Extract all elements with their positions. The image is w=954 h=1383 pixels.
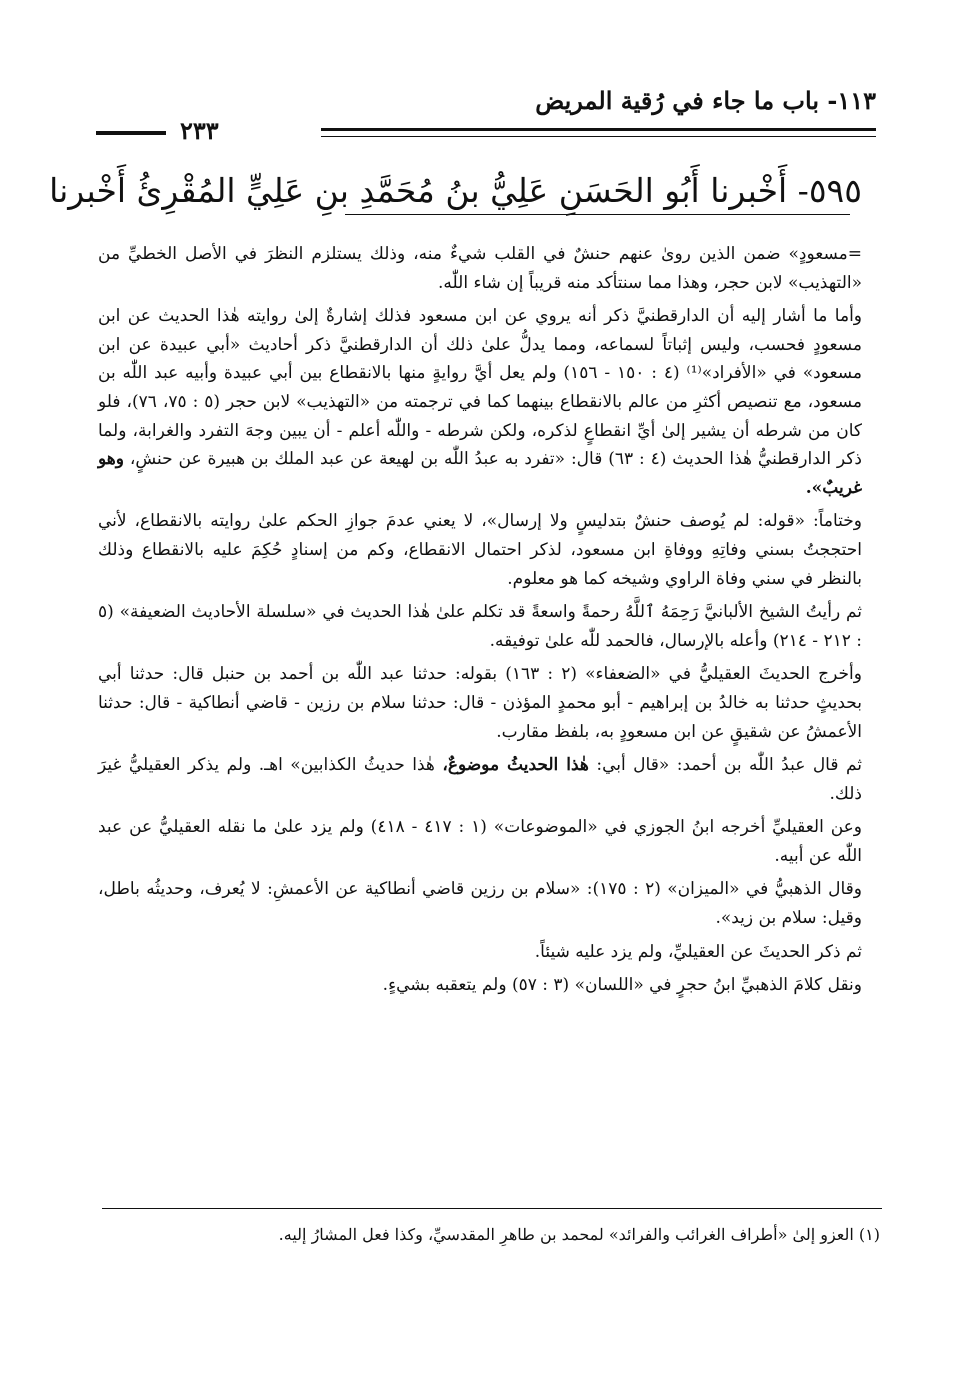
header-rule-thin [321, 136, 876, 137]
paragraph: ثم رأيتُ الشيخ الألبانيَّ رَحِمَهُ ٱللَّهُ رحمةً واسعةً قد تكلم علىٰ هٰذا الحديث في «سلسلة الأحاديث الضعيفة» (٥ : ٢١٢ - ٢١٤) وأعله بالإرسال، فالحمد للّٰه علىٰ توفيقه. [98, 602, 862, 651]
hadith-heading-underline [345, 214, 850, 215]
header-rule-left [96, 131, 166, 135]
paragraph: ونقل كلامَ الذهبيِّ ابنُ حجرٍ في «اللسان» (٣ : ٥٧) ولم يتعقبه بشيءٍ. [382, 975, 862, 996]
paragraph: ثم قال عبدُ اللّٰه بن أحمد: «قال أبي: هٰذا الحديثُ موضوعٌ، هٰذا حديثُ الكذابين» اهـ. ولم يذكر العقيليُّ غيرَ ذلك. [98, 755, 862, 804]
paragraph: وقال الذهبيُّ في «الميزان» (٢ : ١٧٥): «سلام بن رزين قاضي أنطاكية عن الأعمشِ: لا يُعرف، وحديثُه باطل، وقيل: سلام بن زيد». [98, 879, 862, 929]
bold-phrase: وهو غريبٌ». [98, 449, 862, 498]
paragraph: وأما ما أشار إليه أن الدارقطنيَّ ذكر أنه يروي عن ابن مسعود فذلك إشارةٌ إلىٰ روايته هٰذا الحديث عن ابن مسعودٍ فحسب، وليس إثباتاً لسماعه، ومما يدلُّ علىٰ ذلك أن الدارقطنيَّ ذكر أحاديث «أبي عبيدة عن ابن مسعود» في «الأفراد»⁽¹⁾ (٤ : ١٥٠ - ١٥٦) ولم يعل أيَّ روايةٍ منها بالانقطاع بين أبي عبيدة وأبيه عبد اللّٰه بن مسعود، مع تنصيص أكثرِ من عالم بالانقطاع بينهما كما في ترجمته من «التهذيب» لابن حجر (٥ : ٧٥، ٧٦)، فلو كان من شرطه أن يشير إلىٰ أيِّ انقطاعٍ لذكره، ولكن شرطه - واللّٰه أعلم - أن يبين وجهَ التفرد والغرابة، ولما ذكر الدارقطنيُّ هٰذا الحديث (٤ : ٦٣) قال: «تفرد به عبدُ اللّٰه بن لهيعة عن عبد الملك بن هبيرة عن حنشٍ، وهو غريبٌ». [98, 306, 862, 498]
footnote: (١) العزو إلىٰ «أطراف الغرائب والفرائد» لمحمد بن طاهرِ المقدسيِّ، وكذا فعل المشارُ إليه. [278, 1225, 880, 1244]
paragraph: وأخرج الحديثَ العقيليُّ في «الضعفاء» (٢ : ١٦٣) بقوله: حدثنا عبد اللّٰه بن أحمد بن حنبل قال: حدثنا أبي بحديثٍ حدثنا به خالدُ بن إبراهيم - أبو محمدٍ المؤذن - قال: حدثنا سلام بن رزين - قاضي أنطاكية - قال: حدثنا الأعمشُ عن شقيقٍ عن ابن مسعودٍ به، بلفظ مقارب. [98, 664, 862, 742]
chapter-title: ١١٣- باب ما جاء في رُقية المريض [535, 86, 876, 115]
body-text [98, 240, 862, 1005]
page-number: ٢٣٣ [180, 116, 219, 145]
paragraph: وختاماً: «قوله: لم يُوصف حنشٌ بتدليسٍ ولا إرسال»، لا يعني عدمَ جوازِ الحكم علىٰ روايته بالانقطاع، لأني احتججتُ بسني وفاتِهِ ووفاةِ ابن مسعود، لذكر احتمال الانقطاع، وكم من إسنادٍ حُكِمَ عليه بالانقطاع وذلك بالنظر في سني وفاة الراوي وشيخه كما هو معلوم. [98, 511, 862, 589]
paragraph: وعن العقيليِّ أخرجه ابنُ الجوزي في «الموضوعات» (١ : ٤١٧ - ٤١٨) ولم يزد علىٰ ما نقله العقيليُّ عن عبد اللّٰه عن أبيه. [98, 817, 862, 866]
header-rule-thick [321, 128, 876, 131]
running-head [96, 86, 876, 176]
footnote-rule [102, 1208, 882, 1209]
paragraph: ثم ذكر الحديثَ عن العقيليِّ، ولم يزد عليه شيئاً. [534, 941, 862, 962]
hadith-heading: ٥٩٥- أَخْبرنا أَبُو الحَسَنِ عَلِيُّ بنُ مُحَمَّدِ بنِ عَلِيٍّ المُقْرِئُ أَخْبرنا [49, 171, 862, 210]
bold-phrase: هٰذا الحديثُ موضوعٌ، [442, 755, 589, 776]
paragraph: =مسعودٍ» ضمن الذين روىٰ عنهم حنشٌ في القلب شيءٌ منه، وذلك يستلزم النظرَ في الأصل الخطيِّ من «التهذيب» لابن حجر، وهذا مما سنتأكد منه قريباً إن شاء اللّٰه. [98, 244, 862, 293]
